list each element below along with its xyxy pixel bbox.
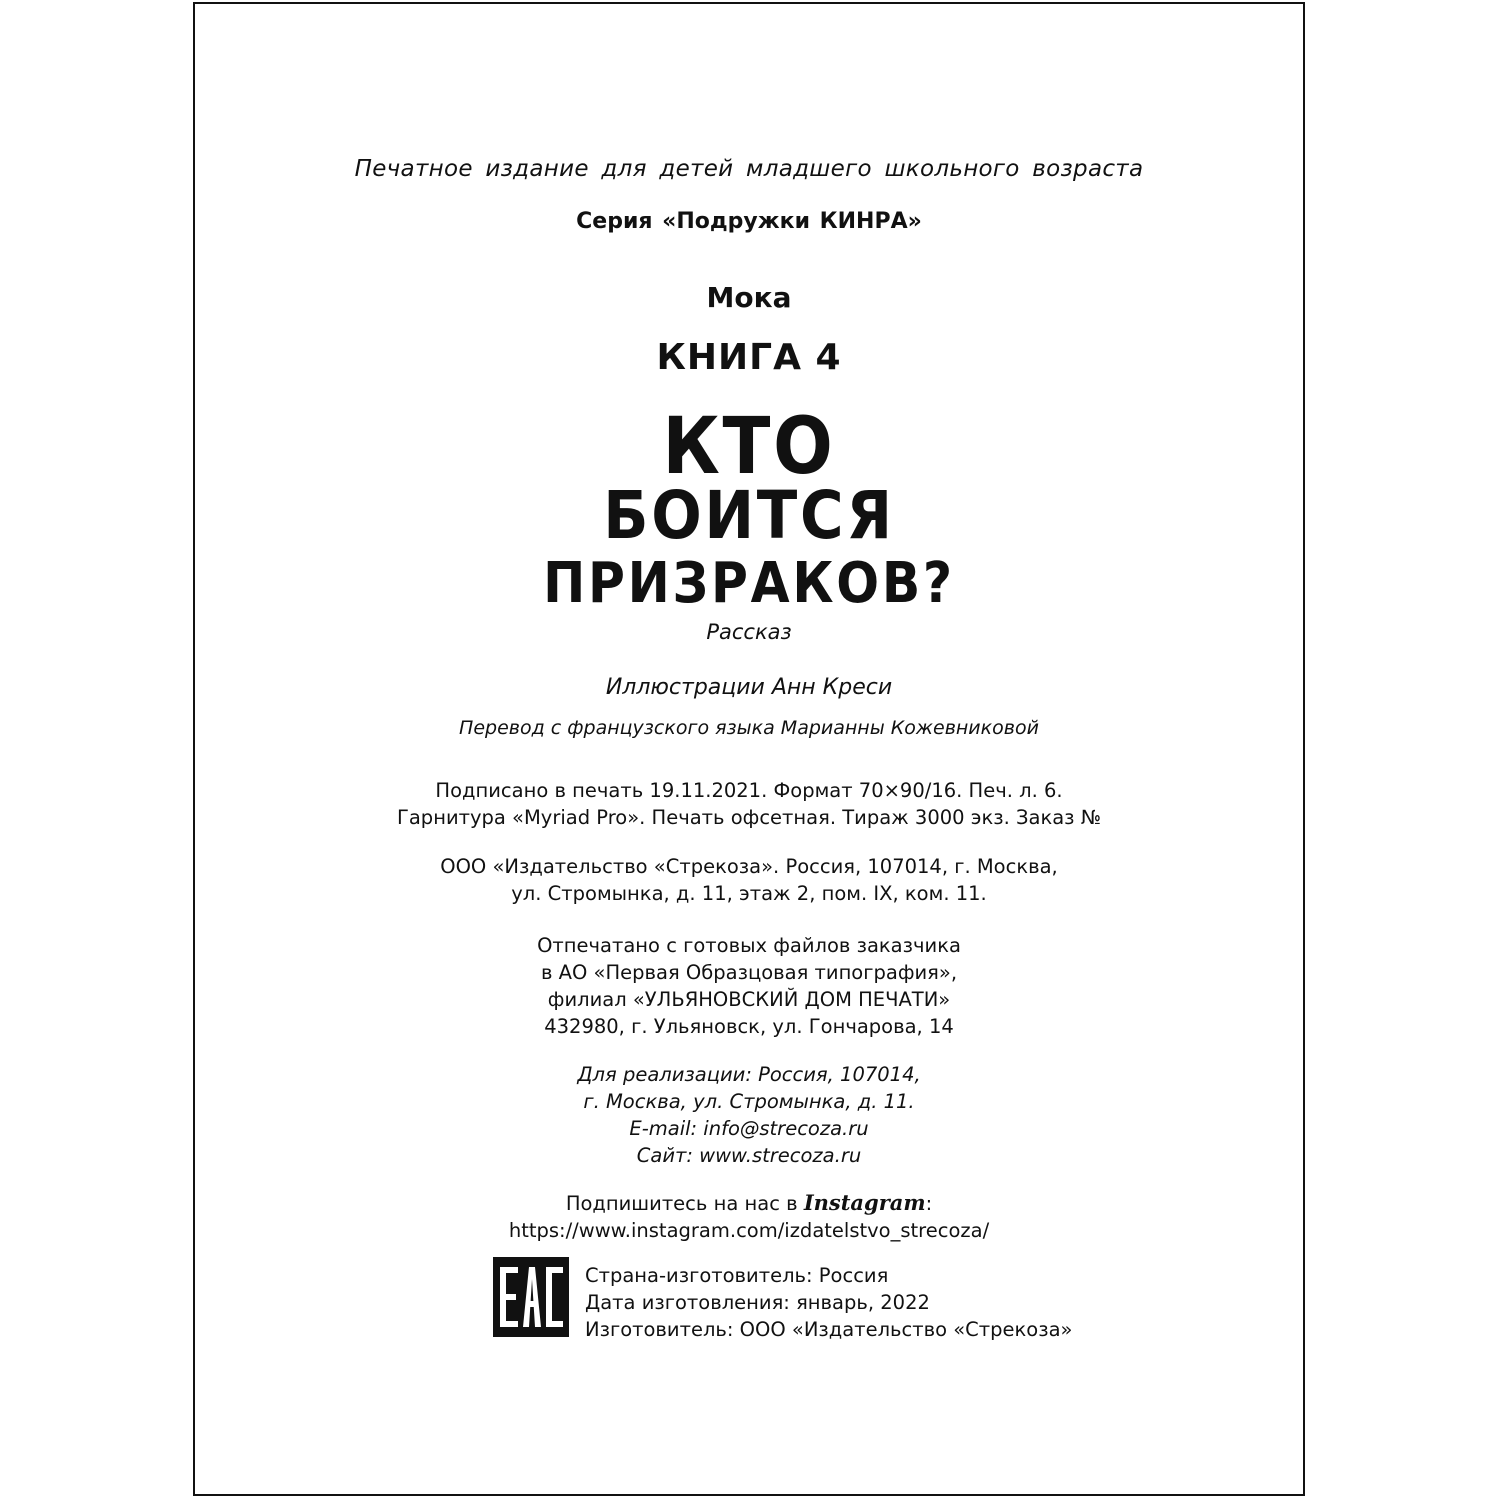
author-name: Мока — [706, 281, 792, 314]
print-details-line: Подписано в печать 19.11.2021. Формат 70×90/16. Печ. л. 6. — [435, 779, 1063, 802]
printer-info-line: филиал «УЛЬЯНОВСКИЙ ДОМ ПЕЧАТИ» — [547, 988, 951, 1011]
manufacturer-country: Страна-изготовитель: Россия — [585, 1264, 889, 1287]
printer-info-line: Отпечатано с готовых файлов заказчика — [537, 934, 961, 957]
genre-label: Рассказ — [706, 620, 792, 644]
publisher-address-line: ул. Стромынка, д. 11, этаж 2, пом. IX, ком. 11. — [511, 882, 987, 905]
distribution-website: Сайт: www.strecoza.ru — [636, 1144, 862, 1167]
distribution-line: Для реализации: Россия, 107014, — [577, 1063, 921, 1086]
manufacturer-name: Изготовитель: ООО «Издательство «Стрекоза» — [585, 1318, 1073, 1341]
distribution-line: г. Москва, ул. Стромынка, д. 11. — [583, 1090, 915, 1113]
instagram-url: https://www.instagram.com/izdatelstvo_strecoza/ — [508, 1219, 990, 1242]
eac-certification-mark-icon — [493, 1257, 569, 1337]
social-prefix: Подпишитесь на нас в — [565, 1192, 804, 1215]
printer-info — [195, 932, 1303, 1040]
instagram-wordmark: Instagram — [803, 1190, 926, 1215]
imprint-page — [193, 2, 1305, 1496]
social-subscribe-line — [195, 1189, 1303, 1217]
social-suffix: : — [925, 1192, 933, 1215]
distribution-email: E-mail: info@strecoza.ru — [629, 1117, 869, 1140]
print-details-line: Гарнитура «Myriad Pro». Печать офсетная. Тираж 3000 экз. Заказ № — [396, 806, 1102, 829]
print-details — [195, 777, 1303, 831]
translator-credit: Перевод с французского языка Марианны Кожевниковой — [459, 717, 1039, 739]
manufacturer-date: Дата изготовления: январь, 2022 — [585, 1291, 930, 1314]
audience-note: Печатное издание для детей младшего школьного возраста — [354, 156, 1144, 182]
printer-info-line: в АО «Первая Образцовая типография», — [540, 961, 958, 984]
publisher-address — [195, 853, 1303, 907]
book-title-line-3: ПРИЗРАКОВ? — [543, 551, 955, 616]
illustrator-credit: Иллюстрации Анн Креси — [605, 675, 893, 700]
series-name: Серия «Подружки КИНРА» — [576, 209, 922, 234]
printer-info-line: 432980, г. Ульяновск, ул. Гончарова, 14 — [544, 1015, 954, 1038]
manufacturer-info — [585, 1262, 1072, 1343]
distribution-contacts — [195, 1061, 1303, 1169]
book-number: КНИГА 4 — [656, 337, 842, 378]
book-title-line-2: БОИТСЯ — [603, 477, 895, 554]
social-subscribe — [195, 1189, 1303, 1244]
book-title-line-1: КТО — [662, 402, 836, 492]
publisher-address-line: ООО «Издательство «Стрекоза». Россия, 107014, г. Москва, — [440, 855, 1058, 878]
